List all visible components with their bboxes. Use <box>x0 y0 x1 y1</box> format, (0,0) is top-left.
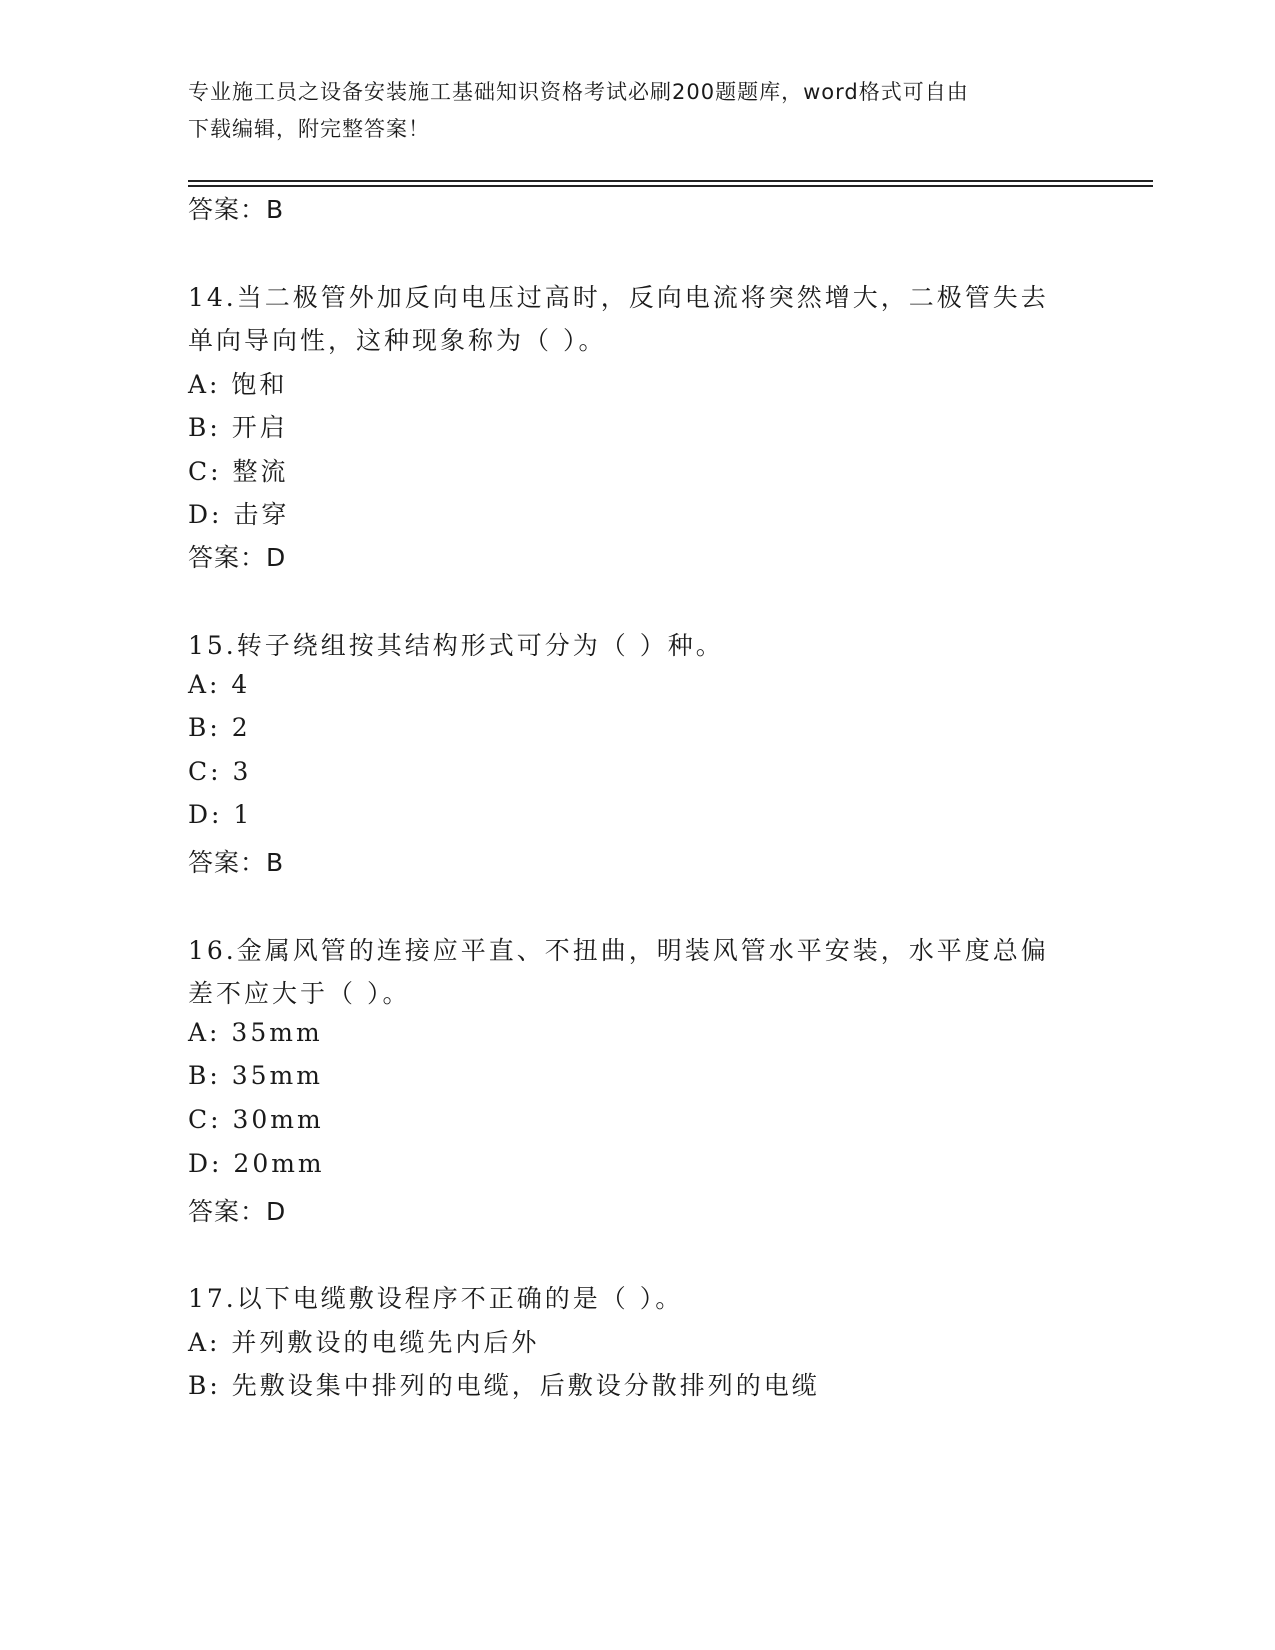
question-16-stem-line-2: 差不应大于（ ）。 <box>188 979 411 1008</box>
question-15-option-c: C: 3 <box>188 757 252 786</box>
question-15-option-a: A: 4 <box>188 670 251 699</box>
question-17-option-b: B: 先敷设集中排列的电缆，后敷设分散排列的电缆 <box>188 1371 820 1400</box>
question-16-option-b: B: 35mm <box>188 1061 323 1090</box>
header-divider-top <box>188 180 1153 182</box>
question-17-option-a: A: 并列敷设的电缆先内后外 <box>188 1328 540 1357</box>
question-15-option-d: D: 1 <box>188 800 253 829</box>
header-line-1: 专业施工员之设备安装施工基础知识资格考试必刷200题题库，word格式可自由 <box>188 80 969 104</box>
question-16-option-a: A: 35mm <box>188 1018 323 1047</box>
question-14-answer: 答案：D <box>188 543 287 572</box>
document-header <box>188 74 1088 148</box>
question-17-stem-line-1: 17.以下电缆敷设程序不正确的是（ ）。 <box>188 1284 684 1313</box>
question-16-option-c: C: 30mm <box>188 1105 324 1134</box>
question-15-answer: 答案：B <box>188 848 285 877</box>
question-14-option-b: B: 开启 <box>188 413 288 442</box>
previous-answer: 答案：B <box>188 195 285 224</box>
question-15-stem-line-1: 15.转子绕组按其结构形式可分为（ ）种。 <box>188 631 724 660</box>
question-14-option-d: D: 击穿 <box>188 500 290 529</box>
question-16-stem-line-1: 16.金属风管的连接应平直、不扭曲，明装风管水平安装，水平度总偏 <box>188 936 1049 965</box>
question-14-option-a: A: 饱和 <box>188 370 288 399</box>
question-14-stem-line-2: 单向导向性，这种现象称为（ ）。 <box>188 326 607 355</box>
question-15-option-b: B: 2 <box>188 713 251 742</box>
question-16-option-d: D: 20mm <box>188 1149 325 1178</box>
question-14-option-c: C: 整流 <box>188 457 289 486</box>
header-line-2: 下载编辑，附完整答案！ <box>188 117 430 141</box>
header-divider-bottom <box>188 185 1153 187</box>
question-16-answer: 答案：D <box>188 1197 287 1226</box>
question-14-stem-line-1: 14.当二极管外加反向电压过高时，反向电流将突然增大，二极管失去 <box>188 283 1049 312</box>
